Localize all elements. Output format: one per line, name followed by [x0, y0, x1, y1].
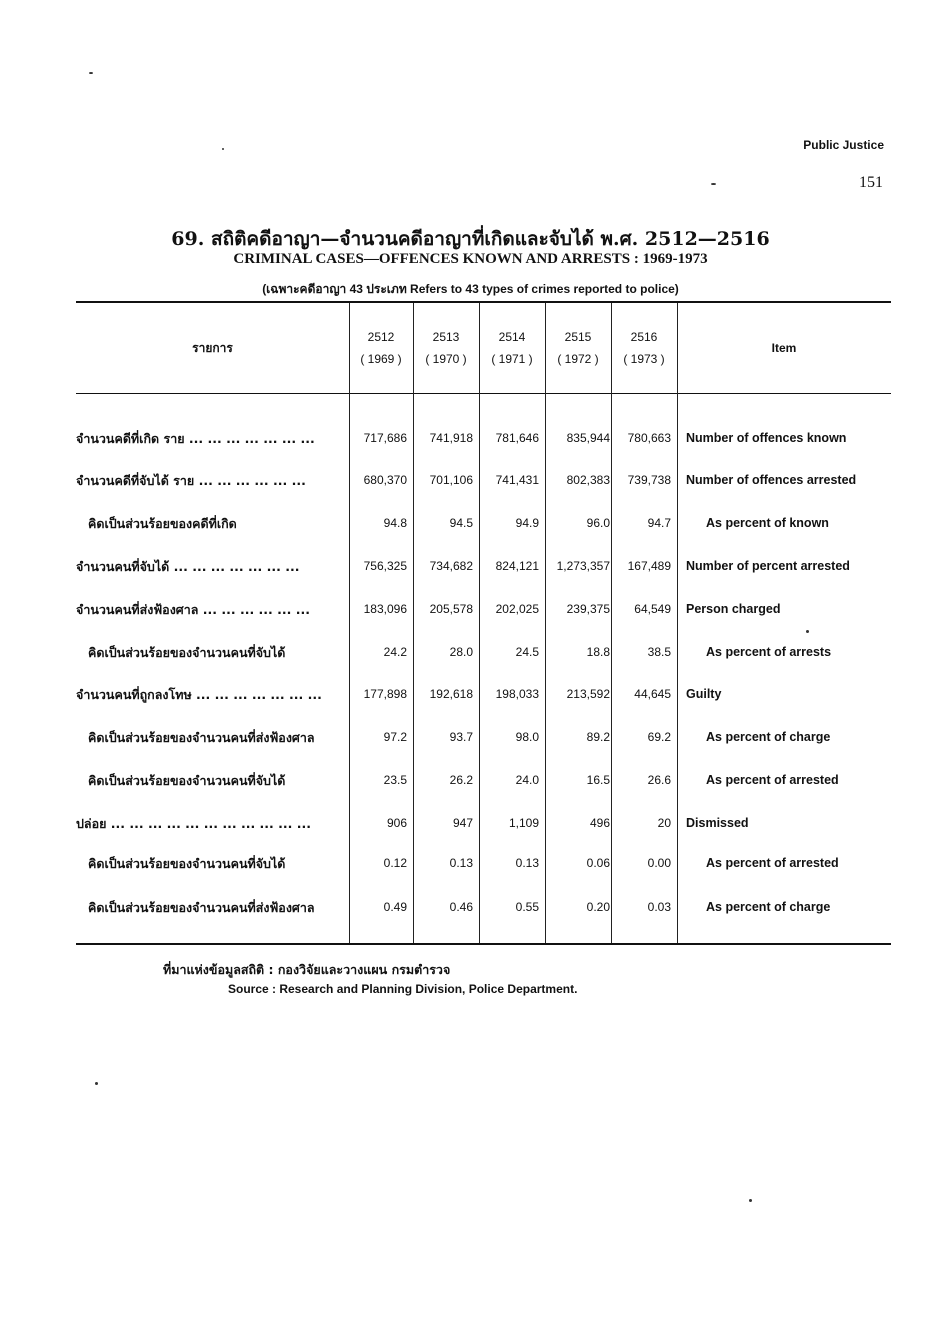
table-bottom-rule	[76, 943, 891, 945]
table-row	[76, 427, 891, 451]
scan-speck	[806, 630, 809, 633]
cell-1969: 0.12	[383, 856, 407, 870]
cell-1970: 28.0	[449, 645, 473, 659]
scan-speck	[95, 1082, 98, 1085]
column-divider	[611, 303, 612, 943]
table-row	[76, 512, 891, 536]
row-label-english: Person charged	[686, 602, 781, 616]
cell-1972: 239,375	[566, 602, 610, 616]
cell-1971: 24.0	[515, 773, 539, 787]
header-year-1971: 2514 ( 1971 )	[491, 330, 533, 366]
cell-1970: 0.46	[449, 900, 473, 914]
cell-1972: 89.2	[586, 730, 610, 744]
cell-1973: 69.2	[647, 730, 671, 744]
cell-1971: 98.0	[515, 730, 539, 744]
cell-1969: 717,686	[363, 431, 407, 445]
cell-1970: 741,918	[429, 431, 473, 445]
row-label-thai: คิดเป็นส่วนร้อยของจำนวนคนที่ส่งฟ้องศาล	[88, 900, 315, 915]
cell-1971: 198,033	[495, 687, 539, 701]
row-label-thai: จำนวนคนที่ถูกลงโทษ ... ... ... ... ... ... ...	[76, 687, 322, 702]
cell-1973: 167,489	[627, 559, 671, 573]
cell-1969: 97.2	[383, 730, 407, 744]
cell-1972: 213,592	[566, 687, 610, 701]
scan-speck	[89, 72, 93, 74]
header-year-1970: 2513 ( 1970 )	[425, 330, 467, 366]
table-row	[76, 469, 891, 493]
table-title-thai: 69. สถิติคดีอาญา—จำนวนคดีอาญาที่เกิดและจับได้ พ.ศ. 2512—2516	[171, 228, 770, 250]
cell-1970: 93.7	[449, 730, 473, 744]
row-label-english: As percent of known	[706, 516, 829, 530]
cell-1972: 18.8	[586, 645, 610, 659]
row-label-english: Number of offences arrested	[686, 473, 857, 487]
header-year-1972: 2515 ( 1972 )	[557, 330, 599, 366]
cell-1970: 94.5	[449, 516, 473, 530]
cell-1969: 680,370	[363, 473, 407, 487]
cell-1971: 0.55	[515, 900, 539, 914]
cell-1973: 0.03	[647, 900, 671, 914]
running-header: Public Justice	[803, 138, 884, 152]
row-label-thai: จำนวนคดีที่จับได้ ราย ... ... ... ... ... ...	[76, 473, 306, 488]
cell-1972: 1,273,357	[556, 559, 610, 573]
header-bottom-rule	[76, 393, 891, 394]
page-number: 151	[859, 174, 883, 191]
header-item: Item	[771, 341, 797, 355]
cell-1969: 183,096	[363, 602, 407, 616]
cell-1973: 739,738	[627, 473, 671, 487]
source-note-english: Source : Research and Planning Division, Police Department.	[228, 982, 578, 996]
row-label-thai: คิดเป็นส่วนร้อยของจำนวนคนที่จับได้	[88, 645, 286, 660]
column-divider	[479, 303, 480, 943]
cell-1973: 26.6	[647, 773, 671, 787]
cell-1970: 26.2	[449, 773, 473, 787]
column-divider	[545, 303, 546, 943]
header-year-1973: 2516 ( 1973 )	[623, 330, 665, 366]
row-label-english: As percent of charge	[706, 900, 831, 914]
cell-1972: 96.0	[586, 516, 610, 530]
cell-1971: 824,121	[495, 559, 539, 573]
cell-1971: 94.9	[515, 516, 539, 530]
header-year-1969: 2512 ( 1969 )	[360, 330, 402, 366]
cell-1971: 741,431	[495, 473, 539, 487]
cell-1971: 781,646	[495, 431, 539, 445]
cell-1970: 192,618	[429, 687, 473, 701]
row-label-thai: ปล่อย ... ... ... ... ... ... ... ... ... ... ...	[76, 816, 311, 831]
row-label-thai: คิดเป็นส่วนร้อยของจำนวนคนที่จับได้	[88, 856, 286, 871]
table-row	[76, 641, 891, 665]
cell-1973: 64,549	[634, 602, 671, 616]
cell-1970: 947	[452, 816, 473, 830]
cell-1973: 0.00	[647, 856, 671, 870]
table-row	[76, 896, 891, 920]
cell-1969: 94.8	[383, 516, 407, 530]
row-label-english: Number of offences known	[686, 431, 847, 445]
row-label-english: As percent of charge	[706, 730, 831, 744]
cell-1972: 0.20	[586, 900, 610, 914]
header-label-thai: รายการ	[192, 341, 233, 355]
column-divider	[413, 303, 414, 943]
row-label-thai: คิดเป็นส่วนร้อยของคดีที่เกิด	[88, 516, 237, 531]
cell-1969: 23.5	[383, 773, 407, 787]
cell-1970: 701,106	[429, 473, 473, 487]
table-row	[76, 726, 891, 750]
row-label-english: As percent of arrested	[706, 856, 839, 870]
scan-speck	[749, 1199, 752, 1202]
cell-1972: 802,383	[566, 473, 610, 487]
cell-1972: 835,944	[566, 431, 610, 445]
scan-speck	[222, 148, 224, 150]
row-label-thai: จำนวนคนที่จับได้ ... ... ... ... ... ... ...	[76, 559, 300, 574]
table-title-english: CRIMINAL CASES—OFFENCES KNOWN AND ARRESTS : 1969-1973	[233, 251, 708, 267]
cell-1971: 24.5	[515, 645, 539, 659]
cell-1973: 44,645	[634, 687, 671, 701]
cell-1970: 205,578	[429, 602, 473, 616]
scan-speck	[711, 183, 716, 185]
cell-1969: 177,898	[363, 687, 407, 701]
row-label-english: Number of percent arrested	[686, 559, 850, 573]
cell-1971: 1,109	[508, 816, 539, 830]
row-label-english: As percent of arrested	[706, 773, 839, 787]
cell-1973: 780,663	[627, 431, 671, 445]
cell-1970: 734,682	[429, 559, 473, 573]
cell-1969: 24.2	[383, 645, 407, 659]
row-label-thai: จำนวนคนที่ส่งฟ้องศาล ... ... ... ... ... ...	[76, 602, 310, 617]
cell-1971: 202,025	[495, 602, 539, 616]
cell-1972: 16.5	[586, 773, 610, 787]
row-label-thai: คิดเป็นส่วนร้อยของจำนวนคนที่จับได้	[88, 773, 286, 788]
cell-1972: 496	[589, 816, 610, 830]
cell-1971: 0.13	[515, 856, 539, 870]
cell-1969: 756,325	[363, 559, 407, 573]
table-row	[76, 769, 891, 793]
table-row	[76, 598, 891, 622]
row-label-english: As percent of arrests	[706, 645, 832, 659]
cell-1970: 0.13	[449, 856, 473, 870]
table-row	[76, 812, 891, 836]
table-subtitle: (เฉพาะคดีอาญา 43 ประเภท Refers to 43 types of crimes reported to police)	[262, 282, 679, 296]
cell-1973: 38.5	[647, 645, 671, 659]
row-label-english: Guilty	[686, 687, 722, 701]
cell-1969: 906	[386, 816, 407, 830]
row-label-thai: จำนวนคดีที่เกิด ราย ... ... ... ... ... ... ...	[76, 431, 315, 446]
row-label-thai: คิดเป็นส่วนร้อยของจำนวนคนที่ส่งฟ้องศาล	[88, 730, 315, 745]
column-divider	[677, 303, 678, 943]
table-row	[76, 683, 891, 707]
table-row	[76, 555, 891, 579]
row-label-english: Dismissed	[686, 816, 749, 830]
source-note-thai: ที่มาแห่งข้อมูลสถิติ : กองวิจัยและวางแผน กรมตำรวจ	[163, 962, 451, 977]
cell-1972: 0.06	[586, 856, 610, 870]
table-row	[76, 852, 891, 876]
cell-1973: 20	[657, 816, 671, 830]
cell-1973: 94.7	[647, 516, 671, 530]
cell-1969: 0.49	[383, 900, 407, 914]
column-divider	[349, 303, 350, 943]
